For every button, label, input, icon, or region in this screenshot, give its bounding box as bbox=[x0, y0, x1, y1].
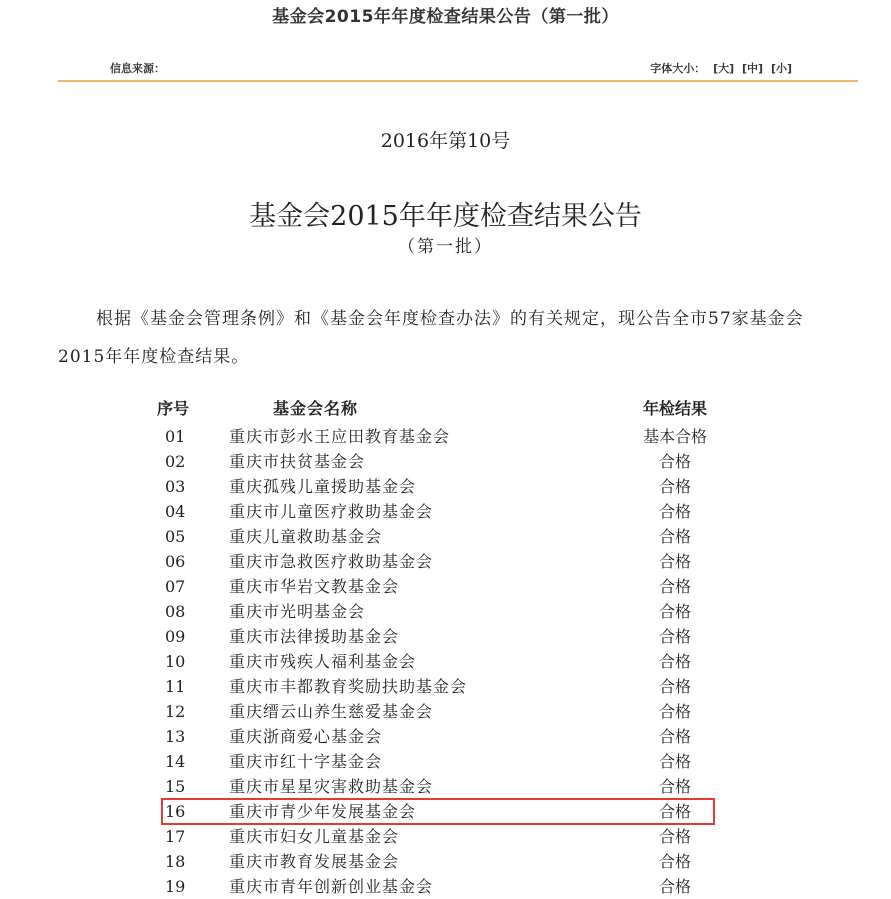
font-size-medium-button[interactable]: [中] bbox=[742, 62, 764, 75]
table-row bbox=[145, 774, 725, 799]
table-header bbox=[145, 396, 725, 424]
row-result: 合格 bbox=[658, 702, 691, 721]
row-result: 合格 bbox=[658, 852, 691, 871]
row-result: 合格 bbox=[658, 627, 691, 646]
row-name: 重庆市星星灾害救助基金会 bbox=[229, 777, 434, 796]
row-name: 重庆市华岩文教基金会 bbox=[229, 577, 400, 596]
row-number: 17 bbox=[165, 827, 186, 846]
row-number: 01 bbox=[165, 427, 186, 446]
table-row bbox=[145, 549, 725, 574]
row-number: 12 bbox=[165, 702, 186, 721]
document-number: 2016年第10号 bbox=[380, 130, 511, 152]
row-number: 04 bbox=[165, 502, 186, 521]
table-row bbox=[145, 474, 725, 499]
font-size-label: 字体大小： bbox=[650, 62, 706, 75]
table-row bbox=[145, 624, 725, 649]
header-result: 年检结果 bbox=[642, 399, 707, 418]
table-row bbox=[145, 749, 725, 774]
row-name: 重庆市光明基金会 bbox=[229, 602, 366, 621]
row-name: 重庆市妇女儿童基金会 bbox=[229, 827, 400, 846]
row-name: 重庆市青年创新创业基金会 bbox=[229, 877, 434, 896]
row-name: 重庆市教育发展基金会 bbox=[229, 852, 400, 871]
row-number: 18 bbox=[165, 852, 186, 871]
row-result: 合格 bbox=[658, 502, 691, 521]
row-result: 合格 bbox=[658, 727, 691, 746]
row-number: 16 bbox=[165, 802, 186, 821]
row-result: 合格 bbox=[658, 602, 691, 621]
row-result: 合格 bbox=[658, 527, 691, 546]
table-row bbox=[145, 424, 725, 449]
font-size-small-button[interactable]: [小] bbox=[770, 62, 792, 75]
row-name: 重庆浙商爱心基金会 bbox=[229, 727, 383, 746]
row-number: 06 bbox=[165, 552, 186, 571]
table-row bbox=[145, 449, 725, 474]
results-table bbox=[145, 396, 725, 899]
row-result: 合格 bbox=[658, 452, 691, 471]
table-row bbox=[145, 849, 725, 874]
row-name: 重庆市彭水王应田教育基金会 bbox=[229, 427, 451, 446]
row-result: 基本合格 bbox=[642, 427, 707, 446]
table-row bbox=[145, 824, 725, 849]
row-name: 重庆市急救医疗救助基金会 bbox=[229, 552, 434, 571]
row-number: 13 bbox=[165, 727, 186, 746]
font-size-large-button[interactable]: [大] bbox=[713, 62, 735, 75]
intro-paragraph: 根据《基金会管理条例》和《基金会年度检查办法》的有关规定，现公告全市57家基金会2015年年度检查结果。 bbox=[58, 309, 804, 367]
table-row bbox=[162, 799, 714, 824]
row-name: 重庆市儿童医疗救助基金会 bbox=[229, 502, 434, 521]
row-result: 合格 bbox=[658, 777, 691, 796]
row-number: 07 bbox=[165, 577, 186, 596]
info-bar bbox=[58, 58, 858, 82]
table-row bbox=[145, 874, 725, 899]
table-row bbox=[145, 599, 725, 624]
row-name: 重庆孤残儿童援助基金会 bbox=[229, 477, 417, 496]
table-row bbox=[145, 524, 725, 549]
row-result: 合格 bbox=[658, 552, 691, 571]
row-result: 合格 bbox=[658, 577, 691, 596]
row-name: 重庆市丰都教育奖励扶助基金会 bbox=[229, 677, 468, 696]
row-result: 合格 bbox=[658, 827, 691, 846]
row-name: 重庆市残疾人福利基金会 bbox=[229, 652, 417, 671]
header-number: 序号 bbox=[157, 399, 190, 418]
font-size-control bbox=[650, 60, 792, 76]
row-name: 重庆市青少年发展基金会 bbox=[229, 802, 417, 821]
row-number: 15 bbox=[165, 777, 186, 796]
table-row bbox=[145, 699, 725, 724]
row-number: 03 bbox=[165, 477, 186, 496]
row-name: 重庆儿童救助基金会 bbox=[229, 527, 383, 546]
row-number: 11 bbox=[165, 677, 186, 696]
row-result: 合格 bbox=[658, 677, 691, 696]
row-number: 09 bbox=[165, 627, 186, 646]
row-result: 合格 bbox=[658, 877, 691, 896]
row-number: 02 bbox=[165, 452, 186, 471]
row-number: 08 bbox=[165, 602, 186, 621]
row-name: 重庆市法律援助基金会 bbox=[229, 627, 400, 646]
row-number: 19 bbox=[165, 877, 186, 896]
row-name: 重庆缙云山养生慈爱基金会 bbox=[229, 702, 434, 721]
page-title: 基金会2015年年度检查结果公告（第一批） bbox=[272, 7, 619, 27]
table-row bbox=[145, 724, 725, 749]
row-number: 14 bbox=[165, 752, 186, 771]
row-result: 合格 bbox=[658, 477, 691, 496]
table-row bbox=[145, 499, 725, 524]
row-name: 重庆市红十字基金会 bbox=[229, 752, 383, 771]
table-row bbox=[145, 674, 725, 699]
row-name: 重庆市扶贫基金会 bbox=[229, 452, 366, 471]
table-row bbox=[145, 649, 725, 674]
document-title: 基金会2015年年度检查结果公告 bbox=[249, 201, 642, 232]
row-number: 05 bbox=[165, 527, 186, 546]
row-number: 10 bbox=[165, 652, 186, 671]
row-result: 合格 bbox=[658, 752, 691, 771]
document-subtitle: （第一批） bbox=[398, 237, 493, 257]
row-result: 合格 bbox=[658, 652, 691, 671]
table-row bbox=[145, 574, 725, 599]
row-result: 合格 bbox=[658, 802, 691, 821]
header-name: 基金会名称 bbox=[273, 399, 359, 418]
info-source-label: 信息来源： bbox=[110, 62, 165, 75]
